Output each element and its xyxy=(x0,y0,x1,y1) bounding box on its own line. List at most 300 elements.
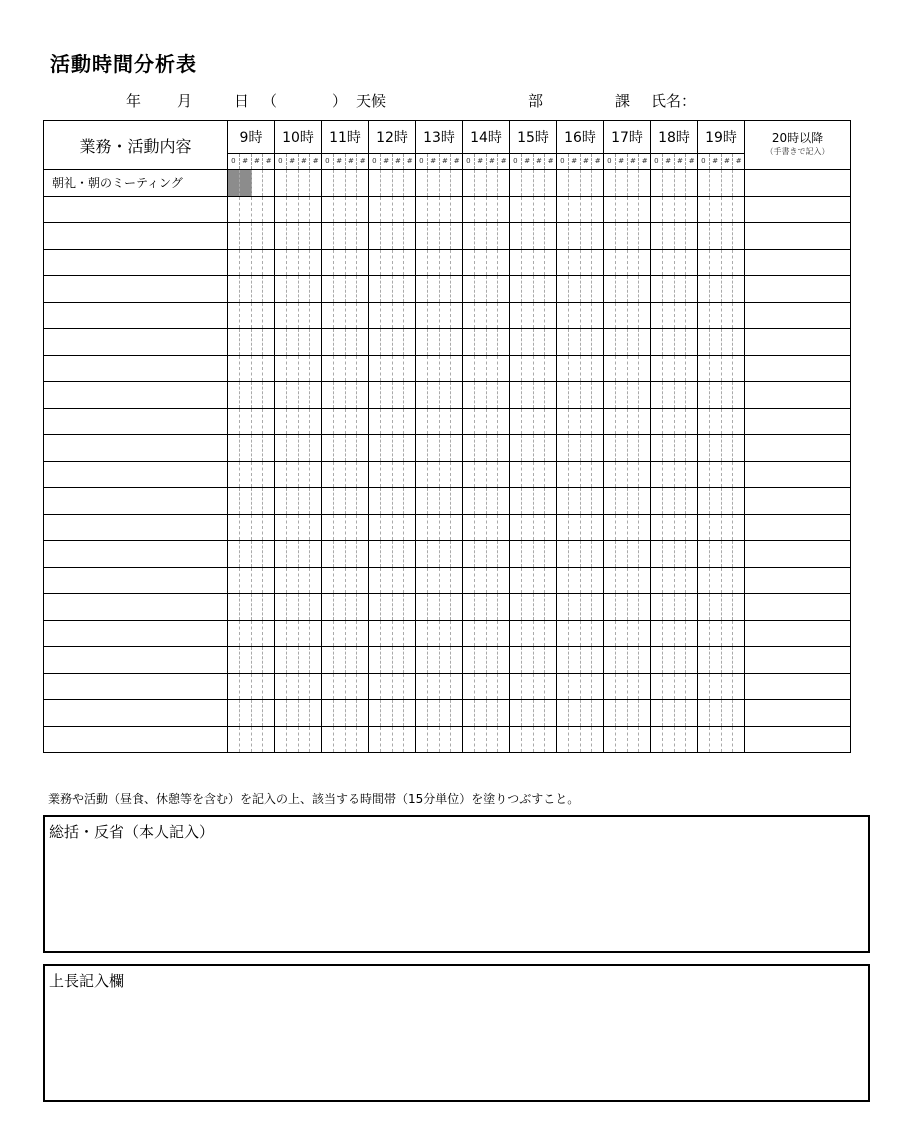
quarter-slot[interactable] xyxy=(604,356,616,382)
after-20-cell[interactable] xyxy=(745,461,851,488)
quarter-slot[interactable] xyxy=(451,727,462,753)
quarter-slot[interactable] xyxy=(299,568,311,594)
quarter-slot[interactable] xyxy=(346,462,358,488)
quarter-slot[interactable] xyxy=(616,515,628,541)
quarter-slot[interactable] xyxy=(322,674,334,700)
quarter-slot[interactable] xyxy=(463,303,475,329)
quarter-slot[interactable] xyxy=(545,621,556,647)
quarter-slot[interactable] xyxy=(275,303,287,329)
quarter-slot[interactable] xyxy=(733,647,744,673)
quarter-slot[interactable] xyxy=(263,382,274,408)
quarter-slot[interactable] xyxy=(510,462,522,488)
quarter-slot[interactable] xyxy=(322,303,334,329)
quarter-slot[interactable] xyxy=(616,462,628,488)
quarter-slot[interactable] xyxy=(733,700,744,726)
quarter-slot[interactable] xyxy=(498,541,509,567)
quarter-slot[interactable] xyxy=(393,356,405,382)
quarter-slot[interactable] xyxy=(404,382,415,408)
quarter-slot[interactable] xyxy=(463,674,475,700)
quarter-slot[interactable] xyxy=(522,303,534,329)
quarter-slot[interactable] xyxy=(369,197,381,223)
quarter-slot[interactable] xyxy=(616,329,628,355)
quarter-slot[interactable] xyxy=(369,541,381,567)
quarter-slot[interactable] xyxy=(581,435,593,461)
quarter-slot[interactable] xyxy=(322,356,334,382)
quarter-slot[interactable] xyxy=(639,647,650,673)
quarter-slot[interactable] xyxy=(686,356,697,382)
quarter-slot[interactable] xyxy=(240,329,252,355)
quarter-slot[interactable] xyxy=(240,515,252,541)
quarter-slot[interactable] xyxy=(451,170,462,196)
quarter-slot[interactable] xyxy=(498,170,509,196)
quarter-slot[interactable] xyxy=(252,409,264,435)
quarter-slot[interactable] xyxy=(346,382,358,408)
quarter-slot[interactable] xyxy=(334,727,346,753)
quarter-slot[interactable] xyxy=(299,382,311,408)
quarter-slot[interactable] xyxy=(451,594,462,620)
quarter-slot[interactable] xyxy=(545,303,556,329)
after-20-cell[interactable] xyxy=(745,567,851,594)
quarter-slot[interactable] xyxy=(722,727,734,753)
quarter-slot[interactable] xyxy=(263,647,274,673)
quarter-slot[interactable] xyxy=(522,647,534,673)
quarter-slot[interactable] xyxy=(428,568,440,594)
quarter-slot[interactable] xyxy=(698,250,710,276)
quarter-slot[interactable] xyxy=(710,488,722,514)
quarter-slot[interactable] xyxy=(228,727,240,753)
quarter-slot[interactable] xyxy=(440,197,452,223)
quarter-slot[interactable] xyxy=(604,488,616,514)
quarter-slot[interactable] xyxy=(357,700,368,726)
quarter-slot[interactable] xyxy=(275,515,287,541)
quarter-slot[interactable] xyxy=(675,435,687,461)
supervisor-comment-box[interactable] xyxy=(43,964,870,1102)
quarter-slot[interactable] xyxy=(545,674,556,700)
quarter-slot[interactable] xyxy=(581,250,593,276)
quarter-slot[interactable] xyxy=(475,568,487,594)
quarter-slot[interactable] xyxy=(369,674,381,700)
quarter-slot[interactable] xyxy=(322,621,334,647)
quarter-slot[interactable] xyxy=(663,541,675,567)
quarter-slot[interactable] xyxy=(440,541,452,567)
quarter-slot[interactable] xyxy=(675,727,687,753)
quarter-slot[interactable] xyxy=(675,223,687,249)
quarter-slot[interactable] xyxy=(263,594,274,620)
quarter-slot[interactable] xyxy=(722,356,734,382)
quarter-slot[interactable] xyxy=(651,170,663,196)
quarter-slot[interactable] xyxy=(440,435,452,461)
quarter-slot[interactable] xyxy=(299,303,311,329)
quarter-slot[interactable] xyxy=(581,727,593,753)
quarter-slot[interactable] xyxy=(240,409,252,435)
quarter-slot[interactable] xyxy=(275,594,287,620)
quarter-slot[interactable] xyxy=(522,329,534,355)
quarter-slot[interactable] xyxy=(428,409,440,435)
quarter-slot[interactable] xyxy=(310,727,321,753)
quarter-slot[interactable] xyxy=(487,462,499,488)
quarter-slot[interactable] xyxy=(451,462,462,488)
quarter-slot[interactable] xyxy=(228,382,240,408)
quarter-slot[interactable] xyxy=(534,647,546,673)
quarter-slot[interactable] xyxy=(393,223,405,249)
quarter-slot[interactable] xyxy=(510,488,522,514)
activity-cell[interactable] xyxy=(44,223,228,250)
quarter-slot[interactable] xyxy=(510,303,522,329)
quarter-slot[interactable] xyxy=(651,647,663,673)
quarter-slot[interactable] xyxy=(404,541,415,567)
quarter-slot[interactable] xyxy=(299,250,311,276)
quarter-slot[interactable] xyxy=(616,223,628,249)
quarter-slot[interactable] xyxy=(252,727,264,753)
quarter-slot[interactable] xyxy=(440,515,452,541)
quarter-slot[interactable] xyxy=(616,647,628,673)
quarter-slot[interactable] xyxy=(710,197,722,223)
quarter-slot[interactable] xyxy=(592,727,603,753)
quarter-slot[interactable] xyxy=(263,462,274,488)
activity-cell[interactable] xyxy=(44,196,228,223)
quarter-slot[interactable] xyxy=(675,462,687,488)
quarter-slot[interactable] xyxy=(228,303,240,329)
quarter-slot[interactable] xyxy=(287,568,299,594)
quarter-slot[interactable] xyxy=(275,568,287,594)
quarter-slot[interactable] xyxy=(393,276,405,302)
quarter-slot[interactable] xyxy=(675,594,687,620)
quarter-slot[interactable] xyxy=(686,674,697,700)
quarter-slot[interactable] xyxy=(451,303,462,329)
quarter-slot[interactable] xyxy=(287,462,299,488)
quarter-slot[interactable] xyxy=(334,674,346,700)
quarter-slot[interactable] xyxy=(440,329,452,355)
quarter-slot[interactable] xyxy=(275,541,287,567)
quarter-slot[interactable] xyxy=(487,594,499,620)
quarter-slot[interactable] xyxy=(581,541,593,567)
quarter-slot[interactable] xyxy=(604,435,616,461)
quarter-slot[interactable] xyxy=(393,647,405,673)
quarter-slot[interactable] xyxy=(369,409,381,435)
quarter-slot[interactable] xyxy=(710,329,722,355)
quarter-slot[interactable] xyxy=(569,250,581,276)
quarter-slot[interactable] xyxy=(357,462,368,488)
quarter-slot[interactable] xyxy=(510,700,522,726)
quarter-slot[interactable] xyxy=(710,621,722,647)
quarter-slot[interactable] xyxy=(639,276,650,302)
quarter-slot[interactable] xyxy=(369,170,381,196)
quarter-slot[interactable] xyxy=(675,409,687,435)
quarter-slot[interactable] xyxy=(639,435,650,461)
quarter-slot[interactable] xyxy=(522,382,534,408)
quarter-slot[interactable] xyxy=(722,276,734,302)
after-20-cell[interactable] xyxy=(745,541,851,568)
quarter-slot[interactable] xyxy=(416,594,428,620)
quarter-slot[interactable] xyxy=(557,515,569,541)
quarter-slot[interactable] xyxy=(663,621,675,647)
quarter-slot[interactable] xyxy=(299,170,311,196)
quarter-slot[interactable] xyxy=(310,409,321,435)
quarter-slot[interactable] xyxy=(545,647,556,673)
quarter-slot[interactable] xyxy=(604,727,616,753)
quarter-slot[interactable] xyxy=(357,382,368,408)
quarter-slot[interactable] xyxy=(440,382,452,408)
quarter-slot[interactable] xyxy=(357,435,368,461)
quarter-slot[interactable] xyxy=(275,674,287,700)
quarter-slot[interactable] xyxy=(381,727,393,753)
quarter-slot[interactable] xyxy=(334,276,346,302)
quarter-slot[interactable] xyxy=(663,382,675,408)
quarter-slot[interactable] xyxy=(534,621,546,647)
quarter-slot[interactable] xyxy=(592,356,603,382)
quarter-slot[interactable] xyxy=(581,621,593,647)
quarter-slot[interactable] xyxy=(228,647,240,673)
quarter-slot[interactable] xyxy=(263,568,274,594)
quarter-slot[interactable] xyxy=(639,541,650,567)
quarter-slot[interactable] xyxy=(275,727,287,753)
quarter-slot[interactable] xyxy=(675,647,687,673)
quarter-slot[interactable] xyxy=(675,382,687,408)
quarter-slot[interactable] xyxy=(581,197,593,223)
quarter-slot[interactable] xyxy=(581,515,593,541)
quarter-slot[interactable] xyxy=(428,674,440,700)
quarter-slot[interactable] xyxy=(334,409,346,435)
quarter-slot[interactable] xyxy=(346,435,358,461)
quarter-slot[interactable] xyxy=(498,409,509,435)
quarter-slot[interactable] xyxy=(346,303,358,329)
quarter-slot[interactable] xyxy=(310,568,321,594)
quarter-slot[interactable] xyxy=(346,700,358,726)
quarter-slot[interactable] xyxy=(404,515,415,541)
quarter-slot[interactable] xyxy=(604,303,616,329)
quarter-slot[interactable] xyxy=(346,568,358,594)
quarter-slot[interactable] xyxy=(581,223,593,249)
quarter-slot[interactable] xyxy=(393,303,405,329)
quarter-slot[interactable] xyxy=(346,197,358,223)
quarter-slot[interactable] xyxy=(240,435,252,461)
quarter-slot[interactable] xyxy=(369,647,381,673)
quarter-slot[interactable] xyxy=(334,488,346,514)
quarter-slot[interactable] xyxy=(733,674,744,700)
quarter-slot[interactable] xyxy=(240,170,252,196)
quarter-slot[interactable] xyxy=(581,303,593,329)
quarter-slot[interactable] xyxy=(733,435,744,461)
quarter-slot[interactable] xyxy=(463,700,475,726)
quarter-slot[interactable] xyxy=(498,356,509,382)
quarter-slot[interactable] xyxy=(416,647,428,673)
quarter-slot[interactable] xyxy=(604,197,616,223)
quarter-slot[interactable] xyxy=(651,541,663,567)
quarter-slot[interactable] xyxy=(393,462,405,488)
quarter-slot[interactable] xyxy=(722,515,734,541)
quarter-slot[interactable] xyxy=(522,250,534,276)
quarter-slot[interactable] xyxy=(545,197,556,223)
quarter-slot[interactable] xyxy=(722,409,734,435)
quarter-slot[interactable] xyxy=(451,197,462,223)
quarter-slot[interactable] xyxy=(510,621,522,647)
after-20-cell[interactable] xyxy=(745,726,851,753)
quarter-slot[interactable] xyxy=(522,197,534,223)
quarter-slot[interactable] xyxy=(581,382,593,408)
quarter-slot[interactable] xyxy=(287,700,299,726)
quarter-slot[interactable] xyxy=(733,409,744,435)
quarter-slot[interactable] xyxy=(299,674,311,700)
quarter-slot[interactable] xyxy=(428,435,440,461)
quarter-slot[interactable] xyxy=(534,303,546,329)
quarter-slot[interactable] xyxy=(334,382,346,408)
quarter-slot[interactable] xyxy=(675,303,687,329)
quarter-slot[interactable] xyxy=(369,727,381,753)
quarter-slot[interactable] xyxy=(663,674,675,700)
quarter-slot[interactable] xyxy=(604,647,616,673)
quarter-slot[interactable] xyxy=(428,356,440,382)
quarter-slot[interactable] xyxy=(369,621,381,647)
quarter-slot[interactable] xyxy=(522,621,534,647)
quarter-slot[interactable] xyxy=(487,356,499,382)
quarter-slot[interactable] xyxy=(675,276,687,302)
quarter-slot[interactable] xyxy=(240,700,252,726)
quarter-slot[interactable] xyxy=(686,382,697,408)
quarter-slot[interactable] xyxy=(240,223,252,249)
quarter-slot[interactable] xyxy=(639,621,650,647)
quarter-slot[interactable] xyxy=(322,409,334,435)
quarter-slot[interactable] xyxy=(604,462,616,488)
quarter-slot[interactable] xyxy=(240,356,252,382)
quarter-slot[interactable] xyxy=(698,329,710,355)
quarter-slot[interactable] xyxy=(604,541,616,567)
quarter-slot[interactable] xyxy=(310,435,321,461)
quarter-slot[interactable] xyxy=(534,700,546,726)
quarter-slot[interactable] xyxy=(416,488,428,514)
quarter-slot[interactable] xyxy=(287,170,299,196)
quarter-slot[interactable] xyxy=(592,621,603,647)
quarter-slot[interactable] xyxy=(592,170,603,196)
quarter-slot[interactable] xyxy=(475,170,487,196)
quarter-slot[interactable] xyxy=(616,727,628,753)
quarter-slot[interactable] xyxy=(733,541,744,567)
quarter-slot[interactable] xyxy=(393,541,405,567)
quarter-slot[interactable] xyxy=(252,382,264,408)
quarter-slot[interactable] xyxy=(510,409,522,435)
quarter-slot[interactable] xyxy=(498,276,509,302)
quarter-slot[interactable] xyxy=(346,170,358,196)
quarter-slot[interactable] xyxy=(404,647,415,673)
quarter-slot[interactable] xyxy=(404,170,415,196)
quarter-slot[interactable] xyxy=(346,356,358,382)
quarter-slot[interactable] xyxy=(228,356,240,382)
quarter-slot[interactable] xyxy=(334,568,346,594)
quarter-slot[interactable] xyxy=(581,594,593,620)
quarter-slot[interactable] xyxy=(733,462,744,488)
quarter-slot[interactable] xyxy=(322,170,334,196)
quarter-slot[interactable] xyxy=(240,462,252,488)
quarter-slot[interactable] xyxy=(604,409,616,435)
quarter-slot[interactable] xyxy=(522,594,534,620)
quarter-slot[interactable] xyxy=(275,409,287,435)
quarter-slot[interactable] xyxy=(393,727,405,753)
quarter-slot[interactable] xyxy=(393,621,405,647)
quarter-slot[interactable] xyxy=(440,568,452,594)
quarter-slot[interactable] xyxy=(487,674,499,700)
quarter-slot[interactable] xyxy=(475,356,487,382)
quarter-slot[interactable] xyxy=(557,276,569,302)
quarter-slot[interactable] xyxy=(686,462,697,488)
quarter-slot[interactable] xyxy=(604,700,616,726)
quarter-slot[interactable] xyxy=(381,382,393,408)
quarter-slot[interactable] xyxy=(639,197,650,223)
quarter-slot[interactable] xyxy=(569,329,581,355)
quarter-slot[interactable] xyxy=(616,435,628,461)
after-20-cell[interactable] xyxy=(745,170,851,197)
quarter-slot[interactable] xyxy=(252,435,264,461)
quarter-slot[interactable] xyxy=(498,515,509,541)
quarter-slot[interactable] xyxy=(639,462,650,488)
quarter-slot[interactable] xyxy=(369,250,381,276)
after-20-cell[interactable] xyxy=(745,647,851,674)
quarter-slot[interactable] xyxy=(287,303,299,329)
quarter-slot[interactable] xyxy=(463,276,475,302)
quarter-slot[interactable] xyxy=(263,303,274,329)
quarter-slot[interactable] xyxy=(310,276,321,302)
quarter-slot[interactable] xyxy=(487,435,499,461)
quarter-slot[interactable] xyxy=(393,488,405,514)
quarter-slot[interactable] xyxy=(710,382,722,408)
quarter-slot[interactable] xyxy=(334,223,346,249)
quarter-slot[interactable] xyxy=(722,594,734,620)
quarter-slot[interactable] xyxy=(381,462,393,488)
after-20-cell[interactable] xyxy=(745,382,851,409)
quarter-slot[interactable] xyxy=(698,541,710,567)
quarter-slot[interactable] xyxy=(252,223,264,249)
quarter-slot[interactable] xyxy=(686,700,697,726)
quarter-slot[interactable] xyxy=(263,170,274,196)
quarter-slot[interactable] xyxy=(557,674,569,700)
quarter-slot[interactable] xyxy=(240,647,252,673)
activity-cell[interactable] xyxy=(44,435,228,462)
quarter-slot[interactable] xyxy=(710,515,722,541)
quarter-slot[interactable] xyxy=(475,303,487,329)
quarter-slot[interactable] xyxy=(275,223,287,249)
quarter-slot[interactable] xyxy=(451,647,462,673)
quarter-slot[interactable] xyxy=(440,409,452,435)
quarter-slot[interactable] xyxy=(628,409,640,435)
quarter-slot[interactable] xyxy=(663,276,675,302)
quarter-slot[interactable] xyxy=(604,382,616,408)
quarter-slot[interactable] xyxy=(228,170,240,196)
quarter-slot[interactable] xyxy=(416,727,428,753)
quarter-slot[interactable] xyxy=(475,647,487,673)
quarter-slot[interactable] xyxy=(404,568,415,594)
quarter-slot[interactable] xyxy=(698,170,710,196)
quarter-slot[interactable] xyxy=(393,700,405,726)
quarter-slot[interactable] xyxy=(357,727,368,753)
quarter-slot[interactable] xyxy=(557,647,569,673)
quarter-slot[interactable] xyxy=(722,621,734,647)
quarter-slot[interactable] xyxy=(252,197,264,223)
quarter-slot[interactable] xyxy=(416,223,428,249)
quarter-slot[interactable] xyxy=(534,594,546,620)
quarter-slot[interactable] xyxy=(498,647,509,673)
quarter-slot[interactable] xyxy=(686,250,697,276)
quarter-slot[interactable] xyxy=(381,594,393,620)
quarter-slot[interactable] xyxy=(393,197,405,223)
activity-cell[interactable] xyxy=(44,461,228,488)
quarter-slot[interactable] xyxy=(581,170,593,196)
quarter-slot[interactable] xyxy=(569,462,581,488)
quarter-slot[interactable] xyxy=(498,568,509,594)
quarter-slot[interactable] xyxy=(416,303,428,329)
quarter-slot[interactable] xyxy=(322,700,334,726)
quarter-slot[interactable] xyxy=(310,621,321,647)
quarter-slot[interactable] xyxy=(346,621,358,647)
quarter-slot[interactable] xyxy=(240,250,252,276)
quarter-slot[interactable] xyxy=(628,329,640,355)
